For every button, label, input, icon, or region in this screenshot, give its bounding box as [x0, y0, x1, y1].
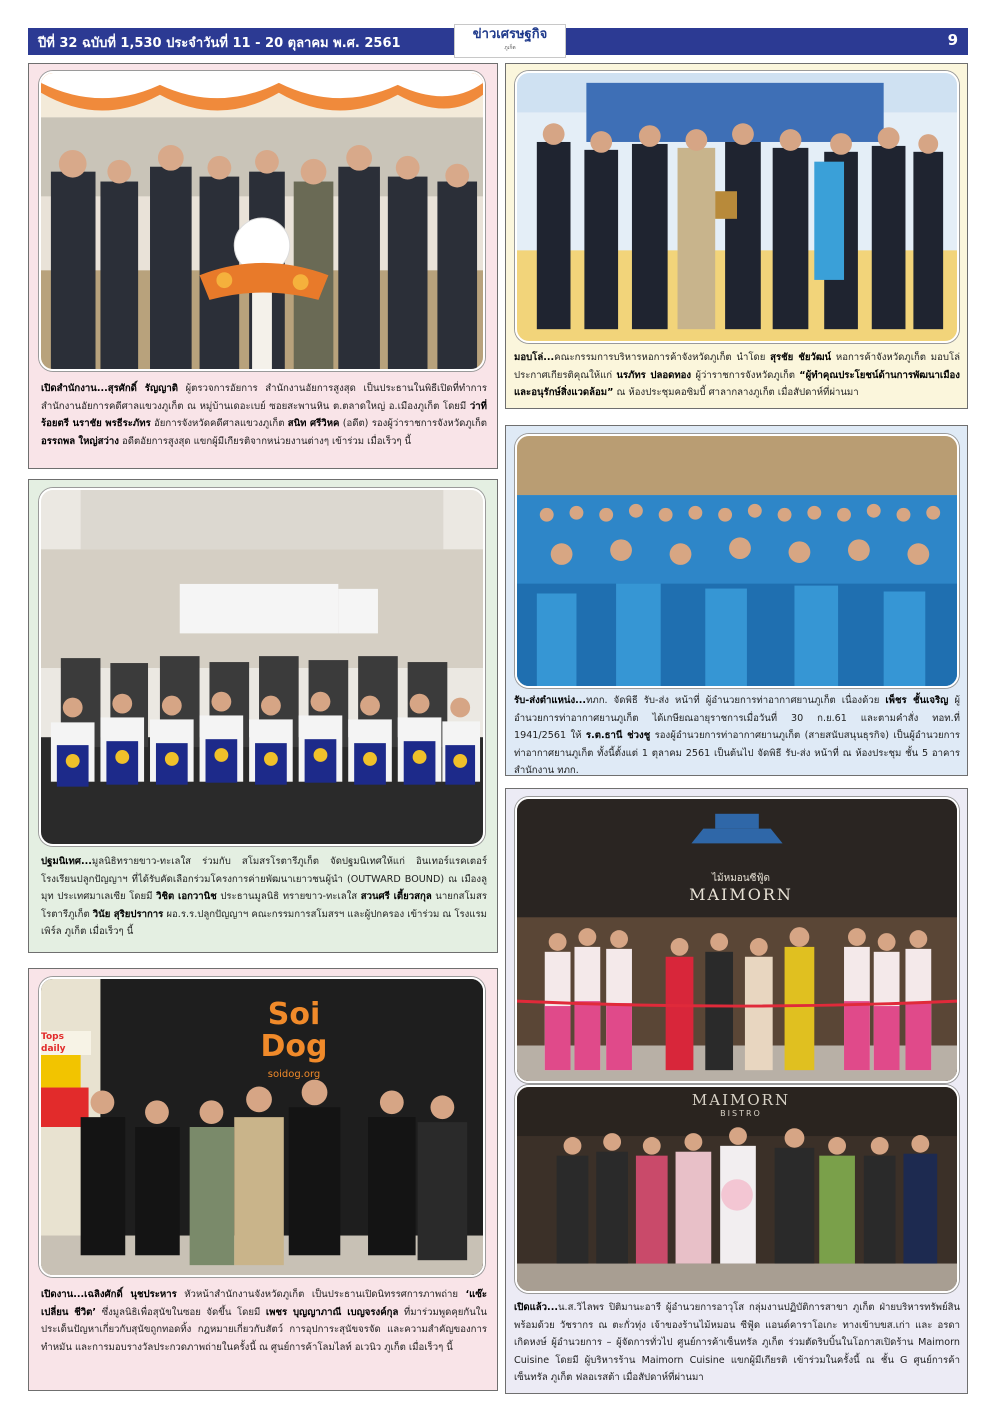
caption-name: วิชิต เอกวานิช	[156, 891, 217, 902]
caption-name: สุรชัย ชัยวัฒน์	[770, 352, 832, 363]
caption-text: ประธานมูลนิธิ ทรายขาว-ทะเลใส	[216, 891, 361, 902]
caption-plaque	[514, 349, 960, 402]
caption-text: ผอ.ร.ร.ปลูกปัญญาฯ คณะกรรมการสโมสรฯ และผู้ปกครอง เข้าร่วม ณ โรงแรมเพิร์ล ภูเก็ต เมื่อเร็วๆ นี้	[41, 908, 487, 937]
soidog-logo-text: Soi Dog	[260, 997, 328, 1064]
caption-text: น.ส.วิไลพร ปิติมานะอารี ผู้อำนวยการอาวุโส กลุ่มงานปฏิบัติการสาขา ภูเก็ต ฝ่ายบริหารทรัพย์สิน พร้อมด้วย วัชรากร ณ ตะกั่วทุ่ง เจ้าของร้านไม้หมอน ซีฟู้ด แอนด์คาราโอเกะ ทางเข้าบขส.เก่า และ อรดา เกิดหงษ์ ผู้อำนวยการ – ผู้จัดการทั่วไป ศูนย์การค้าเซ็นทรัล ภูเก็ต ร่วมตัดริบบิ้นในโอกาสเปิดร้าน Maimorn Cuisine โดยมี ผู้บริหารร้าน Maimorn Cuisine แขกผู้มีเกียรติ เข้าร่วมในครั้งนี้ ณ ชั้น G ศูนย์การค้าเซ็นทรัล ภูเก็ต ฟลอเรสต้า เมื่อสัปดาห์ที่ผ่านมา	[514, 1302, 960, 1383]
caption-name: “ผู้ทำคุณประโยชน์ด้านการพัฒนาเมืองและอนุรักษ์สิ่งแวดล้อม”	[514, 369, 960, 398]
photo-office-opening	[39, 71, 485, 371]
caption-text: หอการค้าจังหวัดภูเก็ต มอบโล่ประกาศเกียรติคุณให้แก่	[514, 352, 960, 381]
caption-airport-handover	[514, 692, 960, 776]
caption-name: วินัย สุริยปราการ	[92, 908, 164, 920]
photo-airport-group	[515, 434, 959, 688]
caption-text: หัวหน้าสำนักงานจังหวัดภูเก็ต เป็นประธานเปิดนิทรรศการภาพถ่าย	[176, 1289, 466, 1300]
photo-maimorn-ribbon	[515, 797, 959, 1083]
soidog-sign	[239, 999, 349, 1080]
soidog-url: soidog.org	[267, 1069, 321, 1080]
maimorn-sign-title: MAIMORN	[689, 885, 793, 904]
caption-lead: เปิดแล้ว...	[514, 1302, 558, 1313]
caption-name: สนิท ศรีวิหค	[287, 418, 340, 429]
caption-lead: เปิดสำนักงาน...สุรศักดิ์ รัญญาติ	[41, 383, 178, 394]
caption-text: ผู้ว่าราชการจังหวัดภูเก็ต	[691, 369, 800, 381]
maimorn-sign	[666, 872, 816, 905]
caption-name: เพชร บุญญาภาณี เบญจรงค์กุล	[265, 1306, 399, 1318]
logo-subtitle: ภูเก็ต	[504, 45, 516, 51]
caption-name: สวนศรี เตี้ยวสกุล	[360, 891, 432, 902]
caption-lead: มอบโล่...	[514, 352, 555, 363]
photo-plaque	[515, 71, 959, 343]
caption-text: ผู้ตรวจการอัยการ สำนักงานอัยการสูงสุด เป็นประธานในพิธีเปิดที่ทำการสำนักงานอัยการคดีศาลแขวงภูเก็ต ณ หมู่บ้านเดอะเบย์ ซอยสะพานหิน ต.ตลาดใหญ่ อ.เมืองภูเก็ต โดยมี	[41, 383, 487, 412]
maimorn-bistro-sign	[676, 1091, 806, 1119]
caption-text: คณะกรรมการบริหารหอการค้าจังหวัดภูเก็ต นำโดย	[554, 352, 771, 363]
page-number: 9	[947, 31, 958, 49]
caption-lead: ปฐมนิเทศ...	[41, 856, 92, 867]
caption-name: เพ็ชร ชั้นเจริญ	[885, 695, 949, 706]
newspaper-logo	[454, 24, 566, 58]
caption-text: อัยการจังหวัดคดีศาลแขวงภูเก็ต	[150, 418, 288, 429]
news-box-plaque	[505, 63, 968, 409]
caption-office-opening	[41, 380, 487, 450]
news-box-maimorn-opening	[505, 788, 968, 1394]
logo-title: ข่าวเศรษฐกิจ	[472, 27, 548, 42]
caption-soidog-exhibition	[41, 1286, 487, 1356]
caption-maimorn-opening	[514, 1299, 960, 1387]
maimorn-sign-thai: ไม้หมอนซีฟู้ด	[711, 873, 770, 884]
caption-name: ร.ต.ธานี ช่วงชู	[585, 730, 651, 741]
caption-text: (อดีต) รองผู้ว่าราชการจังหวัดภูเก็ต	[339, 418, 487, 429]
news-box-office-opening	[28, 63, 498, 469]
caption-text: อดีตอัยการสูงสุด แขกผู้มีเกียรติจากหน่วยงานต่างๆ เข้าร่วม เมื่อเร็วๆ นี้	[118, 435, 412, 447]
caption-orientation	[41, 853, 487, 941]
caption-lead: รับ-ส่งตำแหน่ง...	[514, 695, 587, 706]
caption-name: ‘แซ๊ะ เปลี่ยน ชีวิต’	[41, 1289, 487, 1318]
caption-text: รองผู้อำนวยการท่าอากาศยานภูเก็ต (สายสนับสนุนธุรกิจ) เป็นผู้อำนวยการท่าอากาศยานภูเก็ต ทั้งนี้ตั้งแต่ 1 ตุลาคม 2561 เป็นต้นไป จัดพิธี รับ-ส่ง หน้าที่ ณ ห้องประชุม ชั้น 5 อาคารสำนักงาน ทภก.	[514, 730, 960, 776]
issue-line: ปีที่ 32 ฉบับที่ 1,530 ประจำวันที่ 11 - 20 ตุลาคม พ.ศ. 2561	[38, 36, 401, 51]
news-box-airport-handover	[505, 425, 968, 776]
news-box-orientation	[28, 479, 498, 953]
caption-text: ที่มาร่วมพูดคุยกันในประเด็นปัญหาเกี่ยวกับสุนัขถูกทอดทิ้ง กฎหมายเกี่ยวกับสัตว์ การอุปการะสุนัขจรจัด และความสำคัญของการทำหมัน และการมอบรางวัลประกวดภาพถ่ายในครั้งนี้ ณ ศูนย์การค้าโลมไลท์ อเวนิว ภูเก็ต เมื่อเร็วๆ นี้	[41, 1306, 487, 1353]
caption-text: ณ ห้องประชุมคอซิมบี้ ศาลากลางภูเก็ต เมื่อสัปดาห์ที่ผ่านมา	[613, 387, 859, 398]
caption-name: อรรถพล ใหญ่สว่าง	[41, 435, 119, 447]
caption-text: นายกสโมสรโรตารีภูเก็ต	[41, 891, 487, 920]
caption-text: ทภก. จัดพิธี รับ-ส่ง หน้าที่ ผู้อำนวยการท่าอากาศยานภูเก็ต เนื่องด้วย	[586, 695, 886, 706]
news-box-soidog-exhibition	[28, 968, 498, 1391]
photo-orientation	[39, 488, 485, 846]
caption-name: ว่าที่ร้อยตรี นราชัย พรธีระภัทร	[41, 400, 487, 429]
caption-lead: เปิดงาน...เฉลิงศักดิ์ นุชประหาร	[41, 1289, 177, 1300]
caption-text: ซึ่งมูลนิธิเพื่อสุนัขในซอย จัดขึ้น โดยมี	[96, 1306, 266, 1318]
maimorn-bistro-sub: BISTRO	[720, 1109, 762, 1118]
maimorn-bistro-title: MAIMORN	[691, 1091, 791, 1109]
caption-text: มูลนิธิทรายขาว-ทะเลใส ร่วมกับ สโมสรโรตารีภูเก็ต จัดปฐมนิเทศให้แก่ อินเทอร์แรคเตอร์โรงเรียนปลูกปัญญาฯ ที่ได้รับคัดเลือกร่วมโครงการค่ายพัฒนาเยาวชนผู้นำ (OUTWARD BOUND) ณ เมืองลูมุท ประเทศมาเลเซีย โดยมี	[41, 856, 487, 902]
caption-name: นรภัทร ปลอดทอง	[616, 369, 692, 381]
tops-daily-sign: Tops daily	[41, 1031, 91, 1055]
caption-text: ผู้อำนวยการท่าอากาศยานภูเก็ต ได้เกษียณอายุราชการเมื่อวันที่ 30 ก.ย.61 และตามคำสั่ง ทอท.ที่ 1941/2561 ให้	[514, 695, 960, 741]
